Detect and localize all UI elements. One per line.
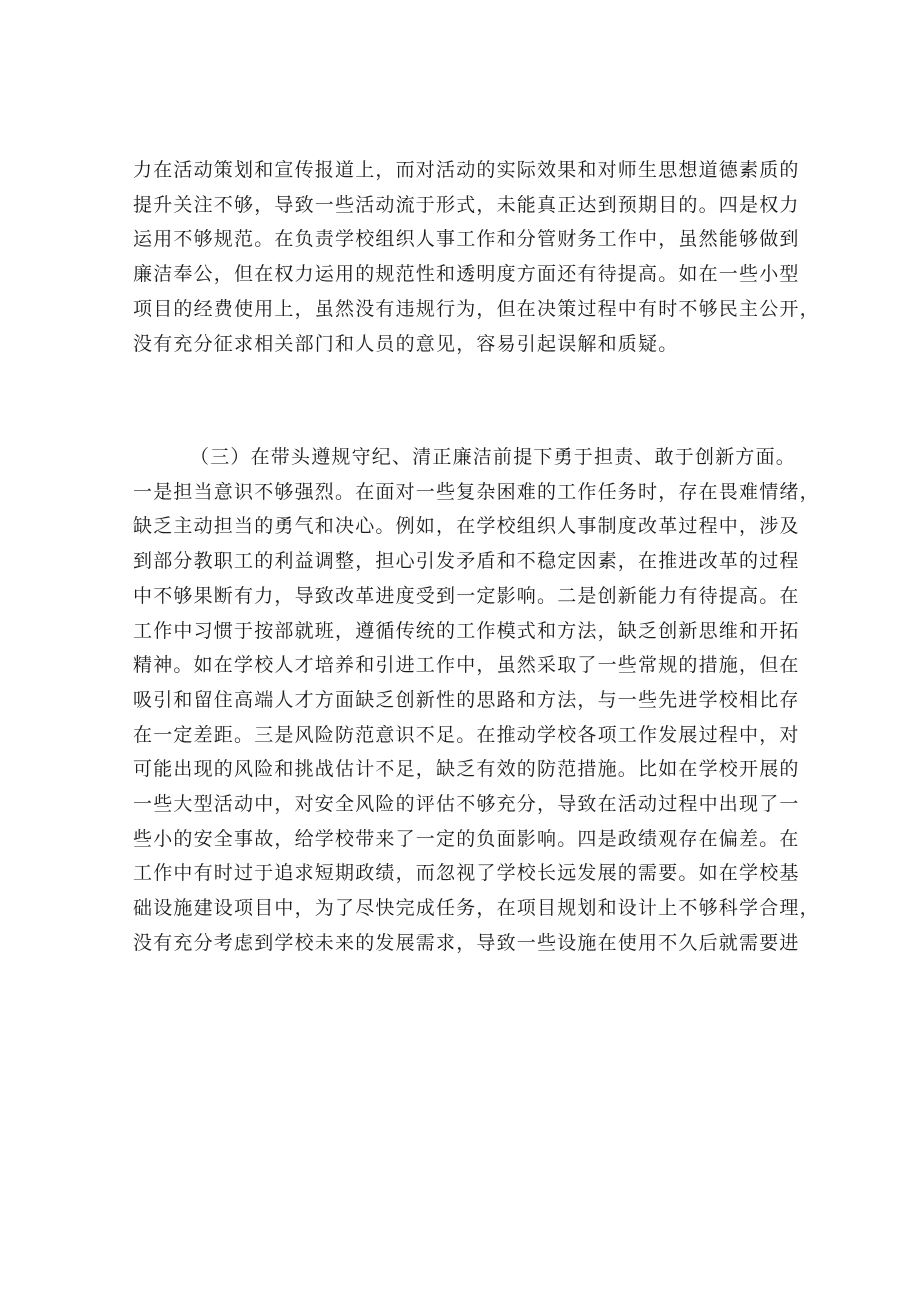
text-line: 力在活动策划和宣传报道上，而对活动的实际效果和对师生思想道德素质的 [133,159,800,181]
text-line: 在一定差距。三是风险防范意识不足。在推动学校各项工作发展过程中，对 [133,723,800,746]
text-line: 一些大型活动中，对安全风险的评估不够充分，导致在活动过程中出现了一 [133,793,800,816]
text-line: 工作中有时过于追求短期政绩，而忽视了学校长远发展的需要。如在学校基 [133,862,800,885]
text-line: 一是担当意识不够强烈。在面对一些复杂困难的工作任务时，存在畏难情绪， [133,480,820,503]
paragraph [133,153,820,361]
text-line: 础设施建设项目中，为了尽快完成任务，在项目规划和设计上不够科学合理， [133,897,820,920]
text-line: 中不够果断有力，导致改革进度受到一定影响。二是创新能力有待提高。在 [133,584,800,607]
text-line: 缺乏主动担当的勇气和决心。例如，在学校组织人事制度改革过程中，涉及 [133,515,800,538]
text-line: 可能出现的风险和挑战估计不足，缺乏有效的防范措施。比如在学校开展的 [133,758,800,781]
text-line: 提升关注不够，导致一些活动流于形式，未能真正达到预期目的。四是权力 [133,193,800,216]
text-line: 些小的安全事故，给学校带来了一定的负面影响。四是政绩观存在偏差。在 [133,827,800,850]
text-line: 没有充分征求相关部门和人员的意见，容易引起误解和质疑。 [133,332,679,355]
text-line: 精神。如在学校人才培养和引进工作中，虽然采取了一些常规的措施，但在 [133,654,800,677]
paragraph [133,440,820,961]
text-line: 吸引和留住高端人才方面缺乏创新性的思路和方法，与一些先进学校相比存 [133,688,800,711]
text-line: 廉洁奉公，但在权力运用的规范性和透明度方面还有待提高。如在一些小型 [133,263,800,286]
text-line: 到部分教职工的利益调整，担心引发矛盾和不稳定因素，在推进改革的过程 [133,550,800,573]
text-line: 工作中习惯于按部就班，遵循传统的工作模式和方法，缺乏创新思维和开拓 [133,619,800,642]
text-line: 没有充分考虑到学校未来的发展需求，导致一些设施在使用不久后就需要进 [133,931,800,954]
text-line: 运用不够规范。在负责学校组织人事工作和分管财务工作中，虽然能够做到 [133,228,800,251]
text-line: 项目的经费使用上，虽然没有违规行为，但在决策过程中有时不够民主公开， [133,297,820,320]
text-line-indented: （三）在带头遵规守纪、清正廉洁前提下勇于担责、敢于创新方面。 [190,446,797,468]
